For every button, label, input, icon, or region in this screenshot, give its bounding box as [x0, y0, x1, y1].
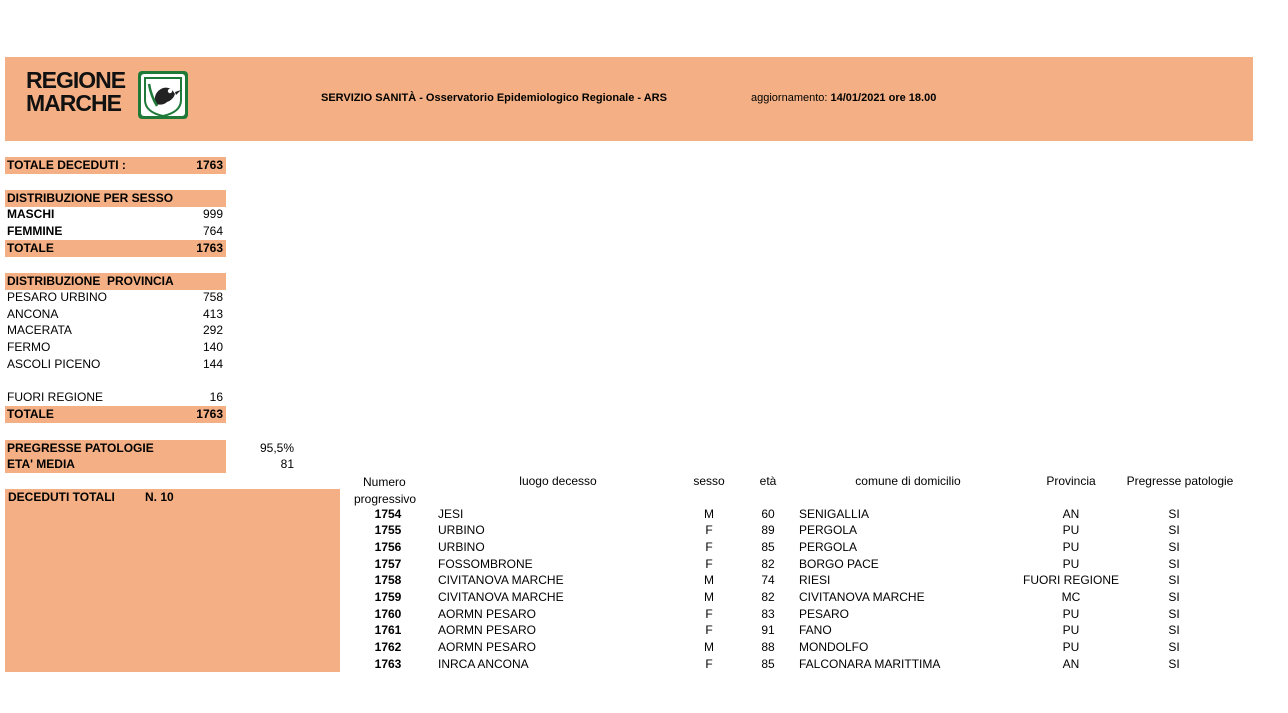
cell-numero: 1762 — [374, 640, 402, 654]
cell-eta: 83 — [761, 607, 775, 621]
cell-comune: CIVITANOVA MARCHE — [799, 590, 925, 604]
cell-numero: 1761 — [374, 623, 402, 637]
pregresse-row — [7, 440, 223, 456]
column-header-comune: comune di domicilio — [855, 474, 961, 488]
cell-comune: BORGO PACE — [799, 557, 879, 571]
cell-patologie: SI — [1168, 590, 1180, 604]
sesso-row — [7, 206, 223, 222]
cell-luogo: URBINO — [438, 540, 485, 554]
cell-numero: 1758 — [374, 573, 402, 587]
provincia-label: ANCONA — [7, 307, 59, 321]
totale-deceduti-label: TOTALE DECEDUTI : — [7, 158, 126, 172]
cell-patologie: SI — [1168, 623, 1180, 637]
logo-text-regione: REGIONE — [26, 67, 126, 93]
provincia-label: ASCOLI PICENO — [7, 357, 101, 371]
pregresse-value: 95,5% — [259, 441, 294, 455]
provincia-total-value: 1763 — [196, 407, 223, 421]
column-header-numero — [354, 474, 420, 508]
provincia-row — [7, 339, 223, 355]
cell-eta: 85 — [761, 540, 775, 554]
cell-eta: 85 — [761, 657, 775, 671]
header-update-date — [751, 92, 936, 104]
sesso-label: FEMMINE — [7, 224, 63, 238]
cell-numero: 1756 — [374, 540, 402, 554]
fuori-regione-row — [7, 389, 223, 405]
cell-comune: PERGOLA — [799, 523, 858, 537]
cell-numero: 1763 — [374, 657, 402, 671]
table-row — [0, 589, 1288, 605]
table-row — [0, 622, 1288, 638]
column-header-provincia: Provincia — [1046, 474, 1096, 488]
cell-eta: 82 — [761, 590, 775, 604]
sesso-title — [7, 190, 223, 206]
sesso-total-row — [7, 240, 223, 256]
table-row — [0, 639, 1288, 655]
cell-luogo: AORMN PESARO — [438, 607, 537, 621]
provincia-title — [7, 273, 223, 289]
cell-luogo: CIVITANOVA MARCHE — [438, 573, 564, 587]
sesso-total-label: TOTALE — [7, 241, 54, 255]
cell-sesso: F — [705, 523, 713, 537]
column-header-luogo: luogo decesso — [519, 474, 597, 488]
cell-patologie: SI — [1168, 540, 1180, 554]
cell-provincia: AN — [1062, 507, 1080, 521]
table-row — [0, 606, 1288, 622]
cell-comune: FANO — [799, 623, 832, 637]
table-row — [0, 656, 1288, 672]
cell-numero: 1754 — [374, 507, 402, 521]
column-header-eta: età — [759, 474, 777, 488]
cell-comune: FALCONARA MARITTIMA — [799, 657, 941, 671]
cell-eta: 91 — [761, 623, 775, 637]
column-header-numero-line2: progressivo — [354, 492, 417, 506]
column-header-numero-line1: Numero — [363, 475, 406, 489]
cell-sesso: F — [705, 623, 713, 637]
cell-patologie: SI — [1168, 573, 1180, 587]
cell-provincia: AN — [1062, 657, 1080, 671]
provincia-value: 144 — [202, 357, 223, 371]
cell-sesso: M — [704, 573, 714, 587]
cell-luogo: CIVITANOVA MARCHE — [438, 590, 564, 604]
logo-text-marche: MARCHE — [26, 90, 121, 116]
cell-sesso: M — [704, 640, 714, 654]
cell-sesso: F — [705, 540, 713, 554]
cell-patologie: SI — [1168, 657, 1180, 671]
provincia-value: 758 — [202, 290, 223, 304]
cell-numero: 1759 — [374, 590, 402, 604]
cell-luogo: JESI — [438, 507, 464, 521]
cell-luogo: INRCA ANCONA — [438, 657, 529, 671]
provincia-row — [7, 322, 223, 338]
cell-luogo: AORMN PESARO — [438, 640, 537, 654]
sesso-value: 999 — [202, 207, 223, 221]
column-header-sesso: sesso — [693, 474, 725, 488]
sesso-value: 764 — [202, 224, 223, 238]
cell-eta: 82 — [761, 557, 775, 571]
cell-luogo: FOSSOMBRONE — [438, 557, 533, 571]
cell-sesso: M — [704, 507, 714, 521]
cell-provincia: FUORI REGIONE — [1022, 573, 1119, 587]
eta-media-label: ETA' MEDIA — [7, 457, 75, 471]
cell-sesso: M — [704, 590, 714, 604]
provincia-row — [7, 289, 223, 305]
provincia-total-label: TOTALE — [7, 407, 54, 421]
cell-sesso: F — [705, 557, 713, 571]
cell-patologie: SI — [1168, 607, 1180, 621]
cell-comune: PERGOLA — [799, 540, 858, 554]
provincia-value: 140 — [202, 340, 223, 354]
cell-comune: SENIGALLIA — [799, 507, 870, 521]
cell-provincia: PU — [1062, 557, 1080, 571]
pregresse-label: PREGRESSE PATOLOGIE — [7, 441, 154, 455]
sesso-title-text: DISTRIBUZIONE PER SESSO — [7, 191, 174, 205]
cell-sesso: F — [705, 607, 713, 621]
column-header-patologie: Pregresse patologie — [1126, 474, 1234, 488]
provincia-total-row — [7, 406, 223, 422]
deceduti-totali-count: N. 10 — [145, 490, 174, 504]
cell-numero: 1755 — [374, 523, 402, 537]
totale-deceduti-row — [7, 157, 223, 173]
cell-provincia: PU — [1062, 540, 1080, 554]
provincia-value: 292 — [202, 323, 223, 337]
cell-eta: 74 — [761, 573, 775, 587]
cell-patologie: SI — [1168, 507, 1180, 521]
provincia-title-text: DISTRIBUZIONE PROVINCIA — [7, 274, 174, 288]
update-value: 14/01/2021 ore 18.00 — [830, 92, 937, 104]
table-row — [0, 539, 1288, 555]
eta-media-row — [7, 456, 223, 472]
cell-provincia: MC — [1061, 590, 1081, 604]
fuori-regione-value: 16 — [209, 390, 223, 404]
cell-eta: 89 — [761, 523, 775, 537]
sesso-row — [7, 223, 223, 239]
table-row — [0, 572, 1288, 588]
cell-comune: PESARO — [799, 607, 850, 621]
deceduti-totali-label: DECEDUTI TOTALI — [8, 490, 115, 504]
cell-luogo: URBINO — [438, 523, 485, 537]
provincia-label: FERMO — [7, 340, 51, 354]
cell-comune: MONDOLFO — [799, 640, 869, 654]
cell-luogo: AORMN PESARO — [438, 623, 537, 637]
update-label: aggiornamento: — [751, 92, 831, 104]
cell-comune: RIESI — [799, 573, 831, 587]
cell-patologie: SI — [1168, 640, 1180, 654]
cell-numero: 1760 — [374, 607, 402, 621]
provincia-label: MACERATA — [7, 323, 72, 337]
table-row — [0, 556, 1288, 572]
provincia-value: 413 — [202, 307, 223, 321]
provincia-row — [7, 356, 223, 372]
totale-deceduti-value: 1763 — [196, 158, 223, 172]
table-row — [0, 506, 1288, 522]
cell-provincia: PU — [1062, 523, 1080, 537]
regione-marche-logo — [24, 69, 194, 121]
cell-numero: 1757 — [374, 557, 402, 571]
cell-provincia: PU — [1062, 640, 1080, 654]
header-service-title: SERVIZIO SANITÀ - Osservatorio Epidemiologico Regionale - ARS — [321, 92, 667, 104]
sesso-label: MASCHI — [7, 207, 55, 221]
eta-media-value: 81 — [280, 457, 294, 471]
cell-eta: 60 — [761, 507, 775, 521]
sesso-total-value: 1763 — [196, 241, 223, 255]
provincia-label: PESARO URBINO — [7, 290, 108, 304]
cell-eta: 88 — [761, 640, 775, 654]
table-row — [0, 522, 1288, 538]
cell-provincia: PU — [1062, 623, 1080, 637]
cell-patologie: SI — [1168, 523, 1180, 537]
cell-provincia: PU — [1062, 607, 1080, 621]
regione-marche-emblem-icon — [137, 70, 189, 120]
cell-patologie: SI — [1168, 557, 1180, 571]
provincia-row — [7, 306, 223, 322]
fuori-regione-label: FUORI REGIONE — [7, 390, 104, 404]
cell-sesso: F — [705, 657, 713, 671]
